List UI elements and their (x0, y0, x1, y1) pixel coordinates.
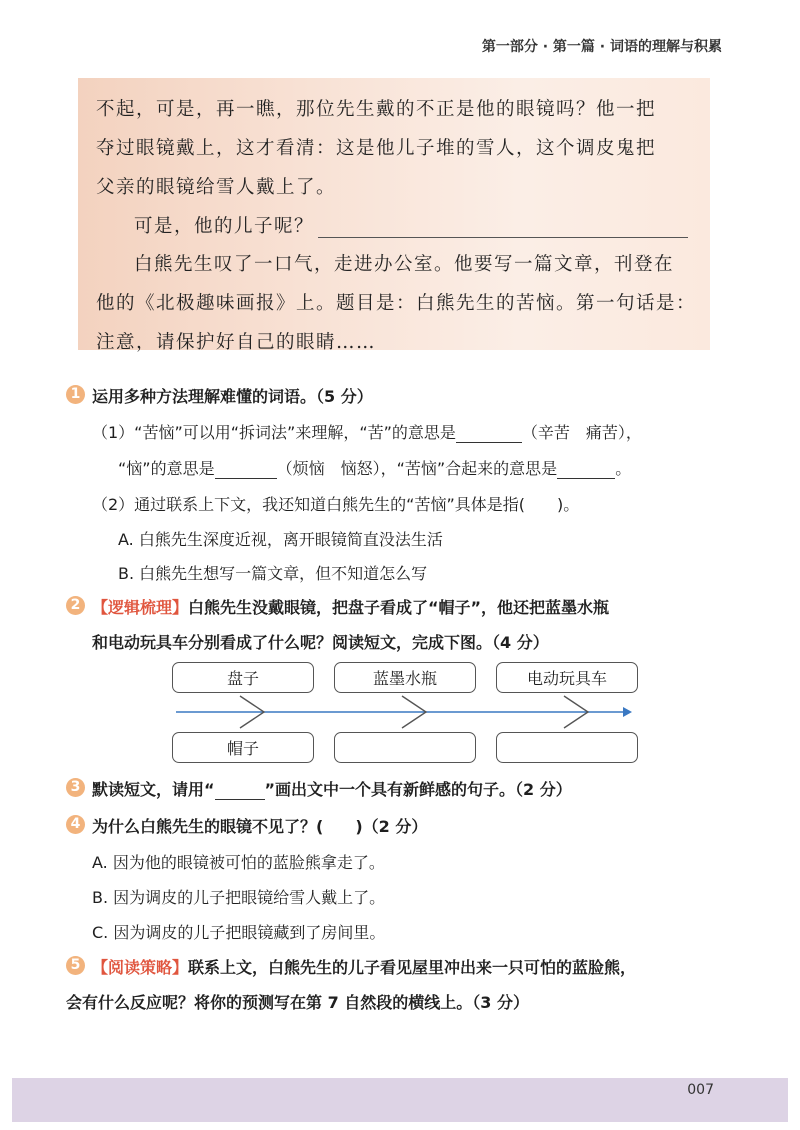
q5-line2: 会有什么反应呢？将你的预测写在第 7 自然段的横线上。（3 分） (66, 993, 529, 1012)
q5-text: 联系上文，白熊先生的儿子看见屋里冲出来一只可怕的蓝脸熊， (188, 958, 637, 977)
q1-option-b[interactable]: B. 白熊先生想写一篇文章，但不知道怎么写 (118, 564, 428, 583)
passage-line: 他的《北极趣味画报》上。题目是：白熊先生的苦恼。第一句话是： (96, 293, 697, 314)
q1-text: （烦恼 恼怒），“苦恼”合起来的意思是 (276, 459, 558, 478)
passage-line: 父亲的眼镜给雪人戴上了。 (96, 177, 337, 198)
fishbone-diagram (172, 660, 642, 770)
q1-part1-line-b (118, 456, 631, 479)
q2-line2: 和电动玩具车分别看成了什么呢？阅读短文，完成下图。（4 分） (92, 633, 549, 652)
q1-part1-line-a (92, 420, 642, 443)
logic-tag: 【逻辑梳理】 (92, 598, 189, 617)
q3-text (92, 777, 572, 800)
prediction-answer-line[interactable] (318, 219, 688, 238)
footer-band (12, 1078, 788, 1122)
q1-text: “恼”的意思是 (118, 459, 215, 478)
answer-blank[interactable] (557, 462, 615, 479)
passage-line: 注意，请保护好自己的眼睛…… (96, 332, 377, 353)
diagram-answer-box[interactable] (334, 732, 476, 763)
strategy-tag: 【阅读策略】 (92, 958, 189, 977)
q4-option-a[interactable]: A. 因为他的眼镜被可怕的蓝脸熊拿走了。 (92, 853, 385, 872)
diagram-box-toy-car: 电动玩具车 (496, 662, 638, 693)
q2-text: 白熊先生没戴眼镜，把盘子看成了“帽子”，他还把蓝墨水瓶 (188, 598, 610, 617)
diagram-box-plate: 盘子 (172, 662, 314, 693)
arrow-head (623, 707, 632, 717)
q3-text-pre: 默读短文，请用“ (92, 780, 215, 799)
answer-blank[interactable] (215, 462, 277, 479)
section-header: 第一部分 · 第一篇 · 词语的理解与积累 (481, 39, 722, 55)
q1-title: 运用多种方法理解难懂的词语。（5 分） (92, 387, 373, 406)
passage-line: 不起，可是，再一瞧，那位先生戴的不正是他的眼镜吗？他一把 (96, 99, 657, 120)
q2-line1 (92, 595, 609, 618)
question-number-badge: 1 (66, 385, 85, 404)
q1-text: （辛苦 痛苦）， (521, 423, 642, 442)
q1-text: 。 (615, 459, 632, 478)
passage-line: 夺过眼镜戴上，这才看清：这是他儿子堆的雪人，这个调皮鬼把 (96, 138, 657, 159)
question-number-badge: 2 (66, 596, 85, 615)
q3-text-post: ”画出文中一个具有新鲜感的句子。（2 分） (264, 780, 572, 799)
diagram-box-hat: 帽子 (172, 732, 314, 763)
question-number-badge: 3 (66, 778, 85, 797)
diagram-answer-box[interactable] (496, 732, 638, 763)
q1-option-a[interactable]: A. 白熊先生深度近视，离开眼镜简直没法生活 (118, 530, 443, 549)
q4-option-b[interactable]: B. 因为调皮的儿子把眼镜给雪人戴上了。 (92, 888, 386, 907)
question-number-badge: 4 (66, 815, 85, 834)
underline-sample (215, 783, 265, 800)
page-number: 007 (687, 1082, 714, 1098)
q4-title: 为什么白熊先生的眼镜不见了？( )（2 分） (92, 817, 428, 836)
q1-part2: （2）通过联系上下文，我还知道白熊先生的“苦恼”具体是指( )。 (92, 495, 580, 514)
answer-blank[interactable] (456, 426, 522, 443)
q5-line1 (92, 955, 636, 978)
q4-option-c[interactable]: C. 因为调皮的儿子把眼镜藏到了房间里。 (92, 923, 386, 942)
question-number-badge: 5 (66, 956, 85, 975)
passage-line: 白熊先生叹了一口气，走进办公室。他要写一篇文章，刊登在 (134, 254, 675, 275)
diagram-box-ink-bottle: 蓝墨水瓶 (334, 662, 476, 693)
passage-line-with-blank (134, 212, 734, 238)
q1-text: （1）“苦恼”可以用“拆词法”来理解，“苦”的意思是 (92, 423, 456, 442)
passage-line: 可是，他的儿子呢？ (134, 216, 315, 237)
